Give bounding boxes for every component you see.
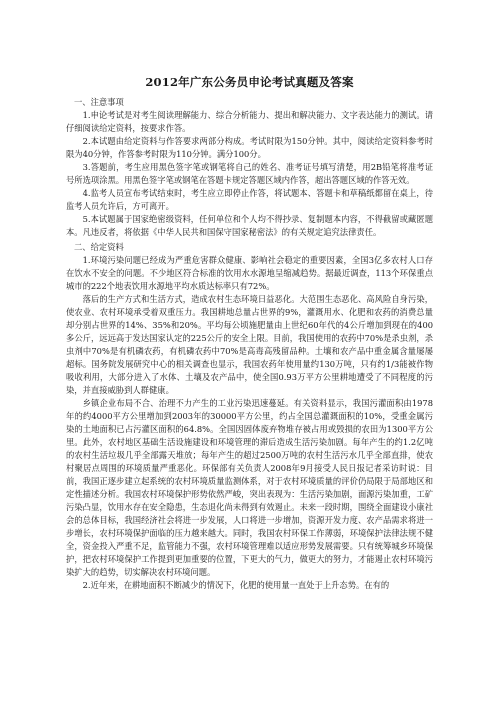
paragraph: 2.近年来，在耕地面积不断减少的情况下，化肥的使用量一直处于上升态势。在有的: [82, 580, 390, 590]
section-heading: 二、给定资料: [74, 242, 124, 252]
paragraph: 落后的生产方式和生活方式，造成农村生态环境日益恶化。大范围生态恶化、高风险自身污染，使农业、农村环境承受着双重压力。我国耕地总量占世界的9%，灌溉用水、化肥和农药的消费总量却分别占世界的14%、35%和20%。平均每公顷施肥量由上世纪60年代的4公斤增加到现在的400多公斤，远远高于发达国家认定的225公斤的安全上限。目前，我国使用的农药中70%是杀虫剂，杀虫剂中70%是有机磷农药，有机磷农药中70%是高毒高残留品种。土壤和农产品中重金属含量屡屡超标。国务院发展研究中心的相关调查也显示，我国农药年使用量约130万吨，只有约1/3能被作物吸收利用，大部分进入了水体、土壤及农产品中，使全国0.93万平方公里耕地遭受了不同程度的污染，并直接威胁到人群健康。: [66, 294, 433, 395]
paragraph: 4.监考人员宣布考试结束时，考生应立即停止作答，将试题本、答题卡和草稿纸都留在桌上，待监考人员允许后，方可离开。: [66, 188, 433, 211]
section-materials: [66, 241, 433, 592]
paragraph: 5.本试题属于国家绝密级资料，任何单位和个人均不得抄录、复制题本内容，不得截留或藏匿题本。凡违反者，将依据《中华人民共和国保守国家秘密法》的有关规定追究法律责任。: [66, 214, 433, 237]
paragraph: 1.环境污染问题已经成为严重危害群众健康、影响社会稳定的重要因素，全国3亿多农村人口存在饮水不安全的问题。不少地区符合标准的饮用水水源地呈缩减趋势。据最近调查，113个环保重点城市的222个地表饮用水源地平均水质达标率只有72%。: [66, 255, 433, 291]
paragraph: 2.本试题由给定资料与作答要求两部分构成。考试时限为150分钟。其中，阅读给定资料参考时限为40分钟，作答参考时限为110分钟。满分100分。: [66, 136, 433, 159]
paragraph: 乡镇企业布局不合、治理不力产生的工业污染迅速蔓延。有关资料显示，我国污灌面积由1978年的约4000平方公里增加到2003年的30000平方公里，约占全国总灌溉面积的10%，受重金属污染的土地面积已占污灌区面积的64.8%。全国因固体废弃物堆存被占用或毁损的农田为1300平方公里。此外，农村地区基础生活设施建设和环境管理的滞后造成生活污染加剧。每年产生的约1.2亿吨的农村生活垃圾几乎全部露天堆放；每年产生的超过2500万吨的农村生活污水几乎全部直排，使农村聚居点周围的环境质量严重恶化。环保部有关负责人2008年9月接受人民日报记者采访时说：目前，我国正逐步建立起系统的农村环境质量监测体系，对于农村环境质量的评价仍局限于局部地区和定性描述分析。我国农村环境保护形势依然严峻，突出表现为：生活污染加剧，面源污染加重，工矿污染凸显，饮用水存在安全隐患，生态退化尚未得到有效遏止。未来一段时期，围绕全面建设小康社会的总体目标，我国经济社会将进一步发展，人口将进一步增加，资源开发力度、农产品需求将进一步增长，农村环境保护面临的压力越来越大。同时，我国农村环保工作薄弱，环境保护法律法规不健全，资金投入严重不足，监管能力不强，农村环境管理难以适应形势发展需要。只有统筹城乡环境保护，把农村环境保护工作提到更加重要的位置，下更大的气力，做更大的努力，才能遏止农村环境污染扩大的趋势，切实解决农村环境问题。: [66, 398, 433, 577]
document-title: 2012年广东公务员申论考试真题及答案: [145, 75, 354, 89]
paragraph: 1.申论考试是对考生阅读理解能力、综合分析能力、提出和解决能力、文字表达能力的测试。请仔细阅读给定资料，按要求作答。: [66, 110, 433, 133]
section-notes: [66, 96, 433, 239]
paragraph: 3.答题前，考生应用黑色签字笔或钢笔将自己的姓名、准考证号填写清楚，用2B铅笔将准考证号所选项涂黑。用黑色签字笔或钢笔在答题卡规定答题区域内作答，超出答题区域的作答无效。: [66, 162, 433, 185]
section-heading: 一、注意事项: [74, 97, 124, 107]
